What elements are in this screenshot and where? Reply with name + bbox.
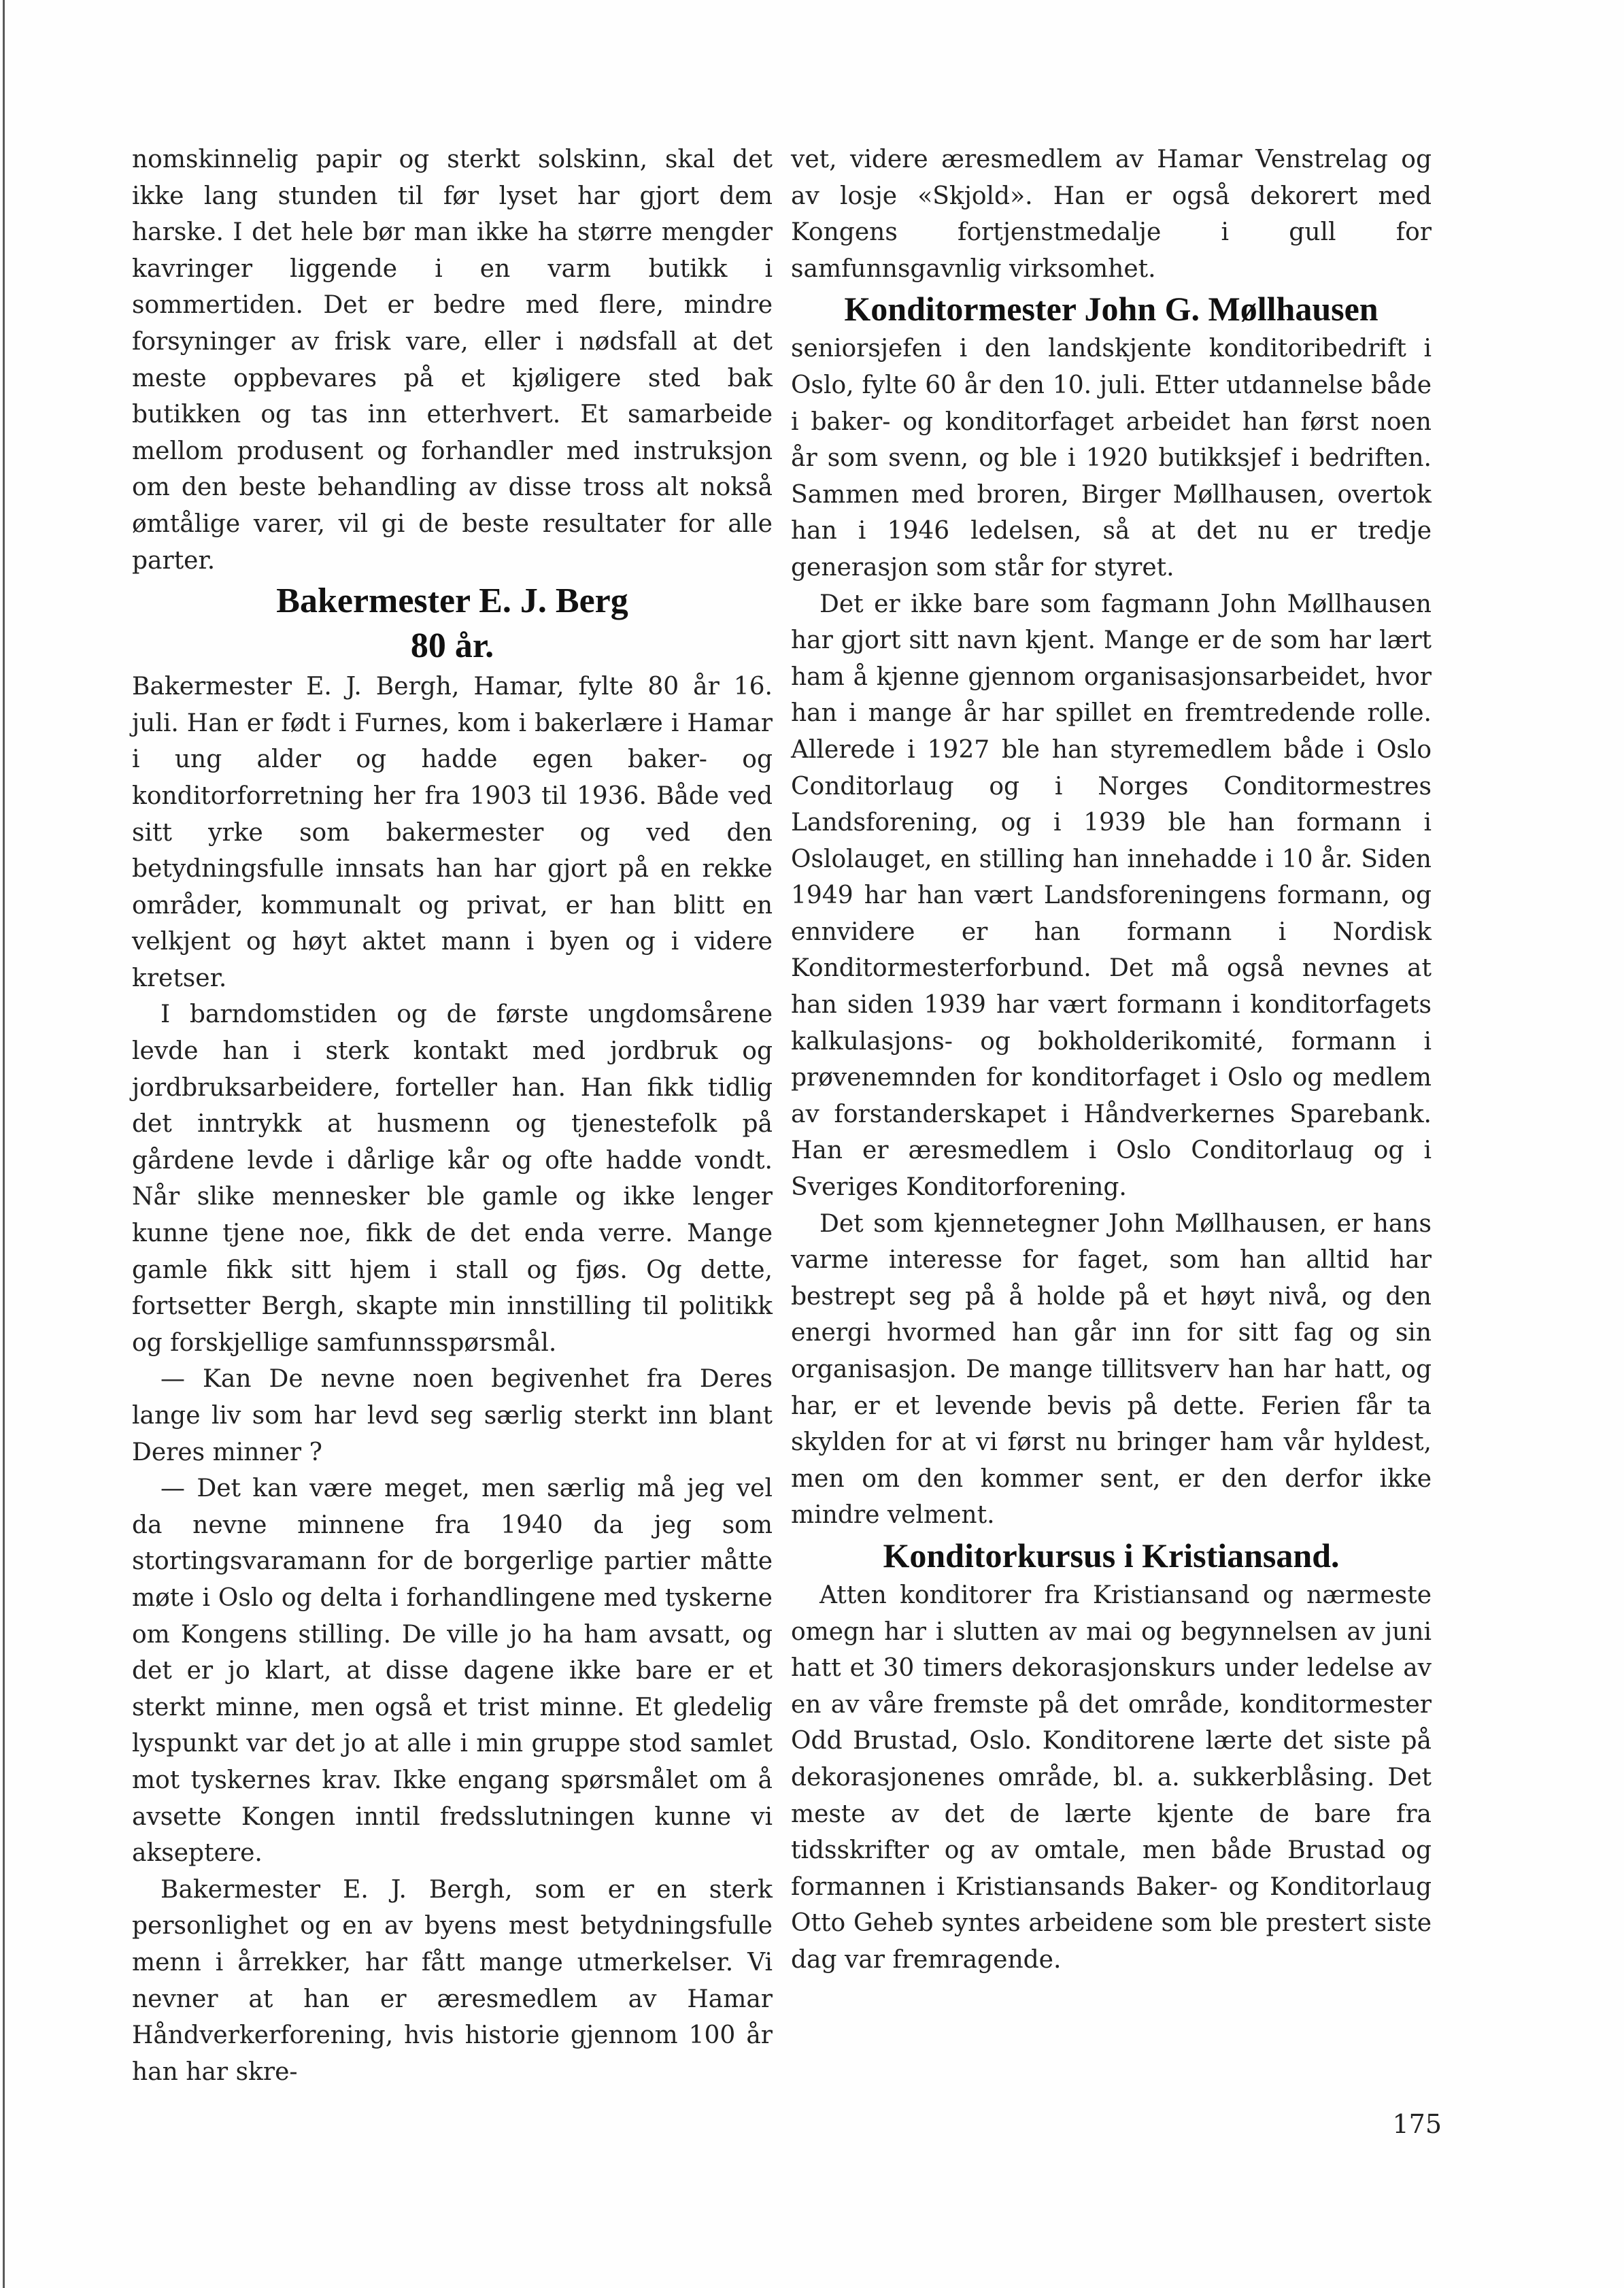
kurs-heading: Konditorkursus i Kristiansand. <box>883 1536 1340 1575</box>
berg-paragraph: Bakermester E. J. Bergh, Hamar, fylte 80 år 16. juli. Han er født i Furnes, kom i bakerlære i Hamar i ung alder og hadde egen baker- og konditorforretning her fra 1903 til 1936. Både ved sitt yrke som bakermester og ved den betydningsfulle innsats han har gjort på en rekke områder, kommunalt og privat, er han blitt en velkjent og høyt aktet mann i byen og i videre kretser. <box>132 673 773 992</box>
page-number: 175 <box>1392 2109 1442 2139</box>
mollhausen-heading: Konditormester John G. Møllhausen <box>844 290 1378 329</box>
right-column <box>791 141 1432 1979</box>
berg-paragraph: Bakermester E. J. Bergh, som er en sterk personlighet og en av byens mest betydningsfulle menn i årrekker, har fått mange utmerkelser. Vi nevner at han er æresmedlem av Hamar Håndverkerforening, hvis historie gjennom 100 år han har skre- <box>132 1875 773 2086</box>
berg-heading-line2: 80 år. <box>410 626 494 666</box>
berg-answer: — Det kan være meget, men særlig må jeg vel da nevne minnene fra 1940 da jeg som stortingsvaramann for de borgerlige partier måtte møte i Oslo og delta i forhandlingene med tyskerne om Kongens stilling. De ville jo ha ham avsatt, og det er jo klart, at disse dagene ikke bare er et sterkt minne, men også et trist minne. Et gledelig lyspunkt var det jo at alle i min gruppe stod samlet mot tyskernes krav. Ikke engang spørsmålet om å avsette Kongen inntil fredsslutningen kunne vi akseptere. <box>132 1475 773 1868</box>
intro-paragraph: nomskinnelig papir og sterkt solskinn, skal det ikke lang stunden til før lyset har gjort dem harske. I det hele bør man ikke ha større mengder kavringer liggende i en varm butikk i sommertiden. Det er bedre med flere, mindre forsyninger av frisk vare, eller i nødsfall at det meste oppbevares på et kjøligere sted bak butikken og tas inn etterhvert. Et samarbeide mellom produsent og forhandler med instruksjon om den beste behandling av disse tross alt nokså ømtålige varer, vil gi de beste resultater for alle parter. <box>132 146 773 575</box>
mollhausen-paragraph: Det er ikke bare som fagmann John Møllhausen har gjort sitt navn kjent. Mange er de som har lært ham å kjenne gjennom organisasjonsarbeidet, hvor han i mange år har spillet en fremtredende rolle. Allerede i 1927 ble han styremedlem både i Oslo Conditorlaug og i Norges Conditormestres Landsforening, og i 1939 ble han formann i Oslolauget, en stilling han innehadde i 10 år. Siden 1949 har han vært Landsforeningens formann, og ennvidere er han formann i Nordisk Konditormesterforbund. Det må også nevnes at han siden 1939 har vært formann i konditorfagets kalkulasjons- og bokholderikomité, formann i prøvenemnden for konditorfaget i Oslo og medlem av forstanderskapet i Håndverkernes Sparebank. Han er æresmedlem i Oslo Conditorlaug og i Sveriges Konditorforening. <box>791 590 1432 1202</box>
berg-heading-line1: Bakermester E. J. Berg <box>276 582 628 621</box>
berg-question: — Kan De nevne noen begivenhet fra Deres lange liv som har levd seg særlig sterkt inn blant Deres minner ? <box>132 1365 773 1466</box>
mollhausen-paragraph: seniorsjefen i den landskjente konditoribedrift i Oslo, fylte 60 år den 10. juli. Etter utdannelse både i baker- og konditorfaget arbeidet han først noen år som svenn, og ble i 1920 butikksjef i bedriften. Sammen med broren, Birger Møllhausen, overtok han i 1946 ledelsen, så at det nu er tredje generasjon som står for styret. <box>791 335 1432 582</box>
mollhausen-paragraph: Det som kjennetegner John Møllhausen, er hans varme interesse for faget, som han alltid har bestrept seg på å holde på et høyt nivå, og den energi hvormed han går inn for sitt fag og sin organisasjon. De mange tillitsverv han har hatt, og har, er et levende bevis på dette. Ferien får ta skylden for at vi først nu bringer ham vår hyldest, men om den kommer sent, er den derfor ikke mindre velment. <box>791 1209 1432 1530</box>
continuation-paragraph: vet, videre æresmedlem av Hamar Venstrelag og av losje «Skjold». Han er også dekorert med Kongens fortjenstmedalje i gull for samfunnsgavnlig virksomhet. <box>791 146 1432 283</box>
left-column <box>132 141 773 2090</box>
berg-paragraph: I barndomstiden og de første ungdomsårene levde han i sterk kontakt med jordbruk og jordbruksarbeidere, forteller han. Han fikk tidlig det inntrykk at husmenn og tjenestefolk på gårdene levde i dårlige kår og ofte hadde vondt. Når slike mennesker ble gamle og ikke lenger kunne tjene noe, fikk de det enda verre. Mange gamle fikk sitt hjem i stall og fjøs. Og dette, fortsetter Bergh, skapte min innstilling til politikk og forskjellige samfunnsspørsmål. <box>132 1000 773 1357</box>
scan-edge-line <box>3 0 5 2288</box>
berg-heading <box>132 579 773 669</box>
kurs-paragraph: Atten konditorer fra Kristiansand og nærmeste omegn har i slutten av mai og begynnelsen av juni hatt et 30 timers dekorasjonskurs under ledelse av en av våre fremste på det område, konditormester Odd Brustad, Oslo. Konditorene lærte det siste på dekorasjonenes område, bl. a. sukkerblåsing. Det meste av det de lærte kjente de bare fra tidsskrifter og av omtale, men både Brustad og formannen i Kristiansands Baker- og Konditorlaug Otto Geheb syntes arbeidene som ble prestert siste dag var fremragende. <box>791 1581 1432 1974</box>
